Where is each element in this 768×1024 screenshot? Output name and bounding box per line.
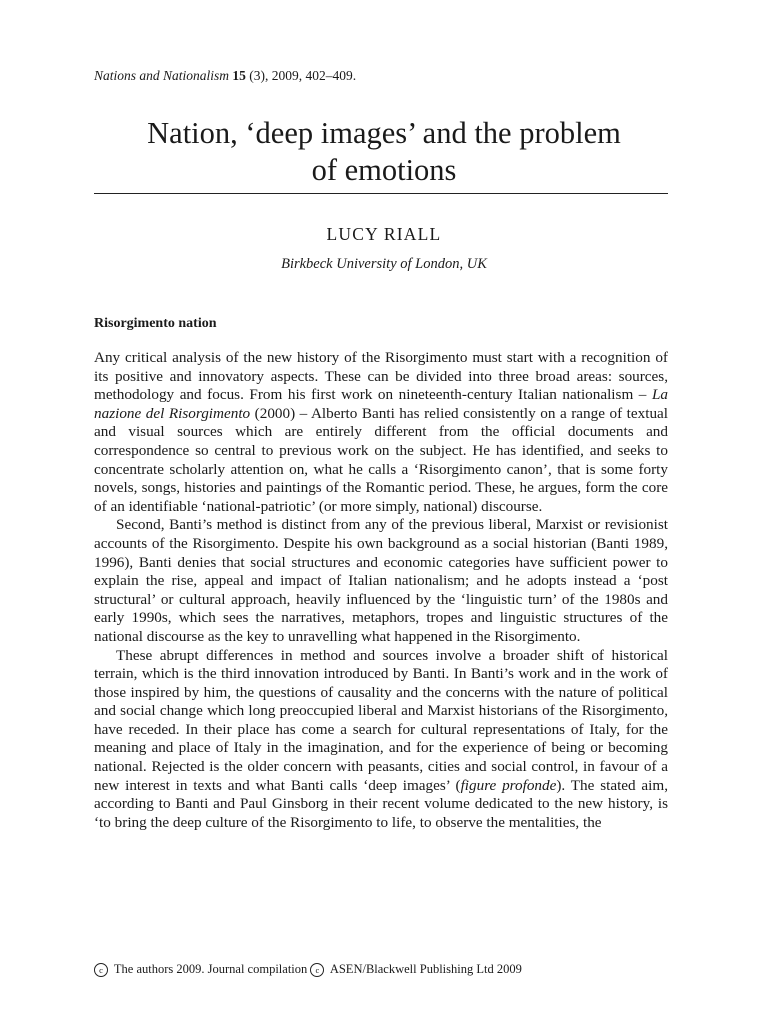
journal-issue-info: (3), 2009, 402–409.: [245, 68, 357, 83]
footer-text-2: ASEN/Blackwell Publishing Ltd 2009: [327, 962, 522, 976]
paragraph-1: [94, 349, 668, 516]
copyright-icon: c: [94, 963, 108, 977]
section-heading: Risorgimento nation: [94, 316, 217, 331]
paragraph-1-italic-title: La nazione del Risorgimento: [94, 386, 668, 422]
paragraph-2: Second, Banti’s method is distinct from any of the previous liberal, Marxist or revisionist accounts of the Risorgimento. Despite his own background as a social historian (Banti 1989, 1996), Banti denies that social structures and economic categories have sufficient power to explain the rise, appeal and impact of Italian nationalism; and he adopts instead a ‘post structural’ or cultural approach, heavily influenced by the ‘linguistic turn’ of the 1980s and early 1990s, which sees the narratives, metaphors, tropes and linguistic structures of the national discourse as the key to unravelling what happened in the Risorgimento.: [94, 516, 668, 645]
footer-text-1: The authors 2009. Journal compilation: [111, 962, 311, 976]
journal-citation: [94, 68, 356, 84]
paragraph-3: [94, 647, 668, 833]
title-line-1: Nation, ‘deep images’ and the problem: [147, 116, 621, 150]
journal-name: Nations and Nationalism: [94, 68, 230, 83]
author-affiliation: Birkbeck University of London, UK: [281, 256, 487, 272]
title-line-2: of emotions: [311, 153, 457, 187]
copyright-icon: c: [310, 963, 324, 977]
paragraph-1-text-a: Any critical analysis of the new history of the Risorgimento must start with a recognition of its positive and innovatory aspects. These can be divided into three broad areas: sources, methodology and focus. From his first work on nineteenth-century Italian nationalism –: [94, 349, 668, 404]
journal-volume: 15: [232, 68, 246, 83]
paragraph-3-italic-term: figure profonde: [460, 776, 557, 794]
paragraph-3-text-a: These abrupt differences in method and sources involve a broader shift of historical terrain, which is the third innovation introduced by Banti. In Banti’s work and in the work of those inspired by him, the questions of causality and the concerns with the nature of political and social change which long preoccupied liberal and Marxist historians of the Risorgimento, have receded. In their place has come a search for cultural representations of Italy, for the meaning and place of Italy in the imagination, and for the experience of being or becoming national. Rejected is the older concern with peasants, cities and social control, in favour of a new interest in texts and what Banti calls ‘deep images’ (: [94, 646, 668, 794]
paragraph-3-text-c: ). The stated aim, according to Banti and Paul Ginsborg in their recent volume dedicated to the new history, is ‘to bring the deep culture of the Risorgimento to life, to observe the mentalities, the: [94, 776, 669, 831]
article-title: [80, 115, 688, 189]
title-divider: [94, 193, 668, 194]
author-name: LUCY RIALL: [326, 224, 442, 244]
paragraph-1-text-c: (2000) – Alberto Banti has relied consistently on a range of textual and visual sources which are entirely different from the official documents and correspondence so central to previous work on the subject. He has identified, and seeks to concentrate scholarly attention on, what he calls a ‘Risorgimento canon’, that is some forty novels, songs, histories and paintings of the Romantic period. These, he argues, form the core of an identifiable ‘national-patriotic’ (or more simply, national) discourse.: [94, 404, 668, 515]
article-body: [94, 349, 668, 832]
copyright-footer: [94, 962, 522, 977]
